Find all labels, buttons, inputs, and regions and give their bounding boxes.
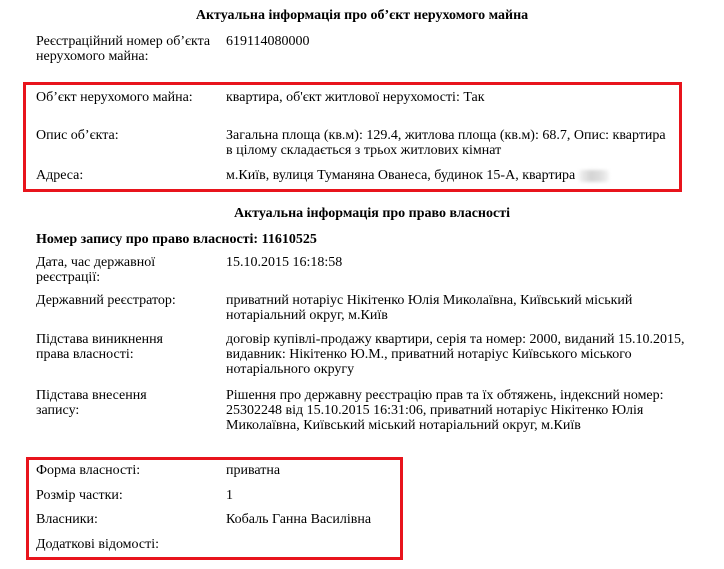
basis-origin-label: Підстава виникнення права власності: xyxy=(36,332,163,362)
description-value: Загальна площа (кв.м): 129.4, житлова площа (кв.м): 68.7, Опис: квартира в цілому складається з трьох житлових кімнат xyxy=(226,128,666,158)
redacted-apartment-number xyxy=(579,170,609,182)
section-title-object: Актуальна інформація про об’єкт нерухомого майна xyxy=(195,8,529,23)
reg-number-value: 619114080000 xyxy=(226,34,310,49)
additional-info-label: Додаткові відомості: xyxy=(36,537,160,552)
share-size-label: Розмір частки: xyxy=(36,488,123,503)
section-title-ownership: Актуальна інформація про право власності xyxy=(234,206,510,221)
registrar-label: Державний реєстратор: xyxy=(36,293,176,308)
reg-date-label: Дата, час державної реєстрації: xyxy=(36,255,156,285)
owners-label: Власники: xyxy=(36,512,98,527)
registrar-value: приватний нотаріус Нікітенко Юлія Миколаївна, Київський міський нотаріальний округ, м.Київ xyxy=(226,293,633,323)
basis-origin-value: договір купівлі-продажу квартири, серія та номер: 2000, виданий 15.10.2015, видавник: Нікітенко Ю.М., приватний нотаріус Київського міського нотаріального округу xyxy=(226,332,685,377)
ownership-form-value: приватна xyxy=(226,463,281,478)
share-size-value: 1 xyxy=(226,488,233,503)
owners-value: Кобаль Ганна Василівна xyxy=(226,512,372,527)
description-label: Опис об’єкта: xyxy=(36,128,119,143)
address-row xyxy=(226,168,696,183)
address-label: Адреса: xyxy=(36,168,84,183)
address-value: м.Київ, вулиця Туманяна Ованеса, будинок 15-А, квартира xyxy=(226,168,576,183)
object-label: Об’єкт нерухомого майна: xyxy=(36,90,193,105)
reg-date-value: 15.10.2015 16:18:58 xyxy=(226,255,343,270)
reg-number-label: Реєстраційний номер об’єкта нерухомого майна: xyxy=(36,34,211,64)
object-value: квартира, об'єкт житлової нерухомості: Так xyxy=(226,90,485,105)
basis-entry-label: Підстава внесення запису: xyxy=(36,388,147,418)
basis-entry-value: Рішення про державну реєстрацію прав та їх обтяжень, індексний номер: 25302248 від 15.10.2015 16:31:06, приватний нотаріус Нікітенко Юлія Миколаївна, Київський міський нотаріальний округ, м.Київ xyxy=(226,388,664,433)
ownership-form-label: Форма власності: xyxy=(36,463,141,478)
record-number: Номер запису про право власності: 11610525 xyxy=(36,232,317,247)
